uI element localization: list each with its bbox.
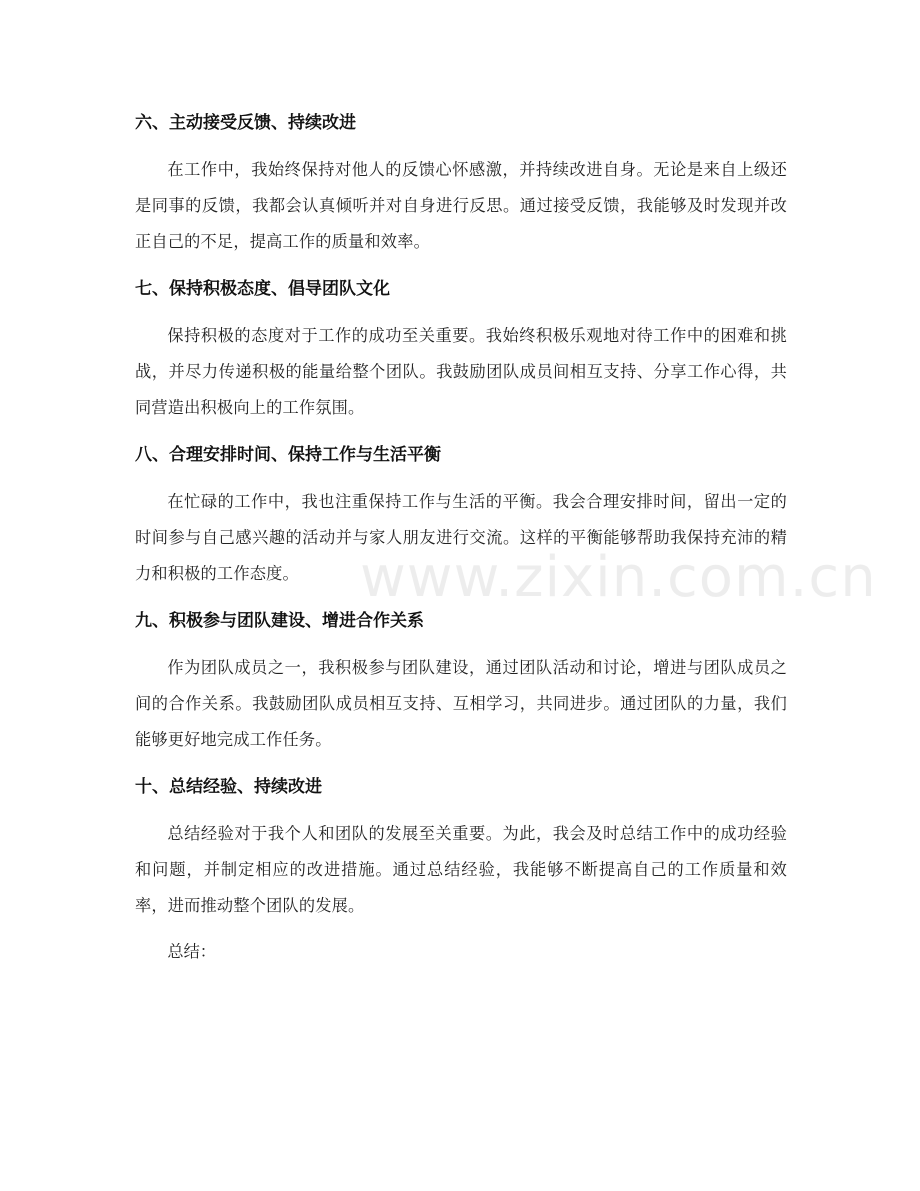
section-7 (135, 270, 787, 426)
document-body (135, 104, 787, 970)
section-heading: 九、积极参与团队建设、增进合作关系 (135, 611, 424, 631)
watermark: www.zixin.com.cn (360, 545, 877, 610)
section-paragraph: 在忙碌的工作中，我也注重保持工作与生活的平衡。我会合理安排时间，留出一定的时间参与自己感兴趣的活动并与家人朋友进行交流。这样的平衡能够帮助我保持充沛的精力和积极的工作态度。 (135, 492, 787, 583)
section-heading: 七、保持积极态度、倡导团队文化 (135, 279, 390, 299)
section-heading: 十、总结经验、持续改进 (135, 777, 322, 797)
section-8 (135, 436, 787, 592)
section-heading: 六、主动接受反馈、持续改进 (135, 113, 356, 133)
section-9 (135, 602, 787, 758)
section-paragraph: 保持积极的态度对于工作的成功至关重要。我始终积极乐观地对待工作中的困难和挑战，并尽力传递积极的能量给整个团队。我鼓励团队成员间相互支持、分享工作心得，共同营造出积极向上的工作氛围。 (135, 326, 787, 417)
section-10 (135, 768, 787, 924)
section-heading: 八、合理安排时间、保持工作与生活平衡 (135, 445, 441, 465)
section-paragraph: 作为团队成员之一，我积极参与团队建设，通过团队活动和讨论，增进与团队成员之间的合作关系。我鼓励团队成员相互支持、互相学习，共同进步。通过团队的力量，我们能够更好地完成工作任务。 (135, 658, 787, 749)
section-paragraph: 总结经验对于我个人和团队的发展至关重要。为此，我会及时总结工作中的成功经验和问题，并制定相应的改进措施。通过总结经验，我能够不断提高自己的工作质量和效率，进而推动整个团队的发展。 (135, 824, 787, 915)
section-paragraph: 在工作中，我始终保持对他人的反馈心怀感激，并持续改进自身。无论是来自上级还是同事的反馈，我都会认真倾听并对自身进行反思。通过接受反馈，我能够及时发现并改正自己的不足，提高工作的质量和效率。 (135, 160, 787, 251)
summary-label: 总结： (167, 942, 216, 961)
section-6 (135, 104, 787, 260)
